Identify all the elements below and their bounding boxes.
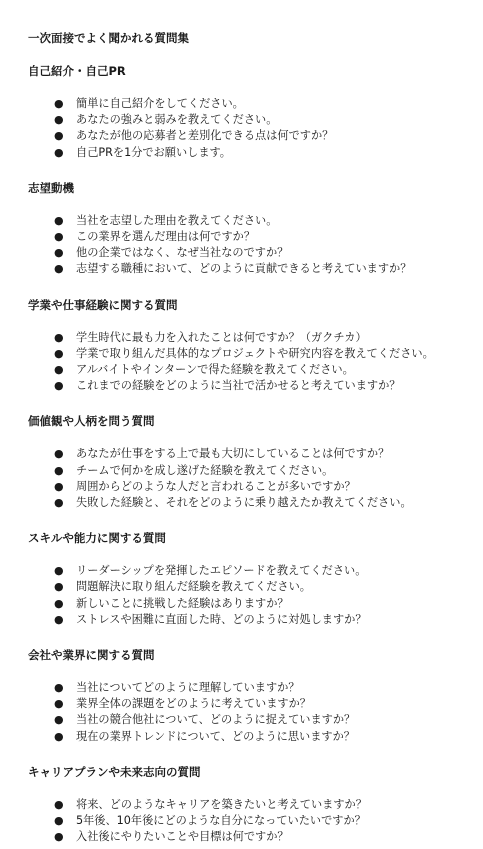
question-text: 現在の業界トレンドについて、どのように思いますか？ [76, 729, 355, 743]
section-heading: 自己紹介・自己PR [28, 64, 126, 78]
question-item [28, 330, 483, 346]
section-heading: 学業や仕事経験に関する質問 [28, 297, 178, 312]
question-text: 簡単に自己紹介をしてください。 [76, 97, 244, 110]
question-item [28, 213, 483, 229]
bullet-icon: ● [54, 797, 64, 811]
question-item [28, 797, 483, 813]
question-text: 当社の競合他社について、どのように捉えていますか？ [76, 713, 356, 727]
question-text: 自己PRを1分でお願いします。 [76, 145, 231, 159]
question-item [28, 612, 483, 628]
question-text: 当社を志望した理由を教えてください。 [76, 213, 278, 227]
sections-container [28, 63, 483, 845]
bullet-icon: ● [54, 713, 64, 727]
question-list [28, 330, 483, 395]
question-item [28, 346, 483, 362]
question-text: 他の企業ではなく、なぜ当社なのですか？ [76, 246, 289, 260]
question-text: 問題解決に取り組んだ経験を教えてください。 [76, 580, 311, 594]
question-text: リーダーシップを発揮したエピソードを教えてください。 [76, 564, 367, 578]
bullet-icon: ● [54, 230, 64, 244]
bullet-icon: ● [54, 346, 64, 360]
section-heading: 価値観や人柄を問う質問 [28, 414, 155, 429]
bullet-icon: ● [54, 246, 64, 260]
question-item [28, 680, 483, 696]
bullet-icon: ● [54, 681, 64, 695]
bullet-icon: ● [54, 129, 64, 143]
bullet-icon: ● [54, 330, 64, 344]
question-item [28, 712, 483, 728]
bullet-icon: ● [54, 363, 64, 377]
question-text: これまでの経験をどのように当社で活かせると考えていますか？ [76, 379, 401, 393]
bullet-icon: ● [54, 97, 64, 110]
question-text: チームで何かを成し遂げた経験を教えてください。 [76, 463, 334, 477]
question-list [28, 446, 483, 511]
question-text: 失敗した経験と、それをどのように乗り越えたか教えてください。 [76, 496, 412, 510]
question-item [28, 813, 483, 829]
bullet-icon: ● [54, 479, 64, 493]
question-text: あなたが他の応募者と差別化できる点は何ですか？ [76, 129, 334, 143]
question-item [28, 579, 483, 595]
document-title: 一次面接でよく聞かれる質問集 [28, 31, 189, 45]
section-heading: 志望動機 [28, 180, 74, 195]
question-item [28, 479, 483, 495]
question-item [28, 261, 483, 277]
section-heading: 会社や業界に関する質問 [28, 648, 155, 663]
bullet-icon: ● [54, 814, 64, 828]
section [28, 647, 483, 745]
question-text: 志望する職種において、どのように貢献できると考えていますか？ [76, 262, 412, 276]
question-item [28, 729, 483, 745]
bullet-icon: ● [54, 697, 64, 711]
section-heading: キャリアプランや未来志向の質問 [28, 764, 201, 779]
question-item [28, 362, 483, 378]
question-item [28, 446, 483, 462]
question-list [28, 213, 483, 278]
bullet-icon: ● [54, 113, 64, 127]
question-list [28, 797, 483, 846]
section [28, 764, 483, 846]
question-list [28, 563, 483, 628]
section [28, 413, 483, 511]
section [28, 180, 483, 278]
bullet-icon: ● [54, 447, 64, 461]
question-item [28, 128, 483, 144]
question-item [28, 563, 483, 579]
bullet-icon: ● [54, 596, 64, 610]
question-item [28, 596, 483, 612]
question-text: 周囲からどのような人だと言われることが多いですか？ [76, 479, 356, 493]
question-item [28, 96, 483, 112]
section [28, 297, 483, 395]
bullet-icon: ● [54, 145, 64, 159]
question-text: 当社についてどのように理解していますか？ [76, 681, 300, 695]
bullet-icon: ● [54, 213, 64, 227]
question-text: 5年後、10年後にどのような自分になっていたいですか？ [76, 814, 366, 828]
question-text: 学業で取り組んだ具体的なプロジェクトや研究内容を教えてください。 [76, 346, 434, 360]
question-item [28, 112, 483, 128]
question-item [28, 245, 483, 261]
question-text: あなたが仕事をする上で最も大切にしていることは何ですか？ [76, 447, 390, 461]
question-item [28, 829, 483, 845]
bullet-icon: ● [54, 564, 64, 578]
question-item [28, 378, 483, 394]
section [28, 63, 483, 161]
question-item [28, 229, 483, 245]
question-text: この業界を選んだ理由は何ですか？ [76, 230, 256, 244]
bullet-icon: ● [54, 729, 64, 743]
bullet-icon: ● [54, 262, 64, 276]
question-text: 業界全体の課題をどのように考えていますか？ [76, 697, 311, 711]
question-text: ストレスや困難に直面した時、どのように対処しますか？ [76, 612, 367, 626]
question-item [28, 463, 483, 479]
section [28, 530, 483, 628]
bullet-icon: ● [54, 496, 64, 510]
question-text: あなたの強みと弱みを教えてください。 [76, 113, 278, 127]
question-item [28, 495, 483, 511]
question-list [28, 680, 483, 745]
bullet-icon: ● [54, 830, 64, 844]
section-heading: スキルや能力に関する質問 [28, 531, 166, 546]
question-text: 将来、どのようなキャリアを築きたいと考えていますか？ [76, 797, 367, 811]
bullet-icon: ● [54, 379, 64, 393]
bullet-icon: ● [54, 580, 64, 594]
bullet-icon: ● [54, 463, 64, 477]
question-list [28, 96, 483, 161]
question-item [28, 145, 483, 161]
question-item [28, 696, 483, 712]
question-text: アルバイトやインターンで得た経験を教えてください。 [76, 363, 354, 377]
question-text: 入社後にやりたいことや目標は何ですか？ [76, 830, 289, 844]
question-text: 学生時代に最も力を入れたことは何ですか？（ガクチカ） [76, 330, 367, 344]
bullet-icon: ● [54, 612, 64, 626]
question-text: 新しいことに挑戦した経験はありますか？ [76, 596, 289, 610]
